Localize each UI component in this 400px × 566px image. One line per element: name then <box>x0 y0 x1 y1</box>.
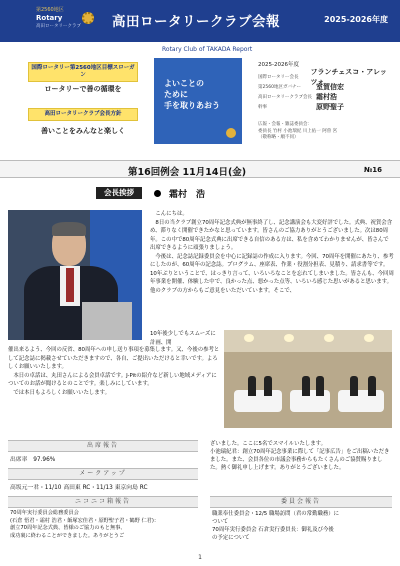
page-number: 1 <box>198 554 202 561</box>
attendance-rate: 出席率 97.96% <box>10 457 56 463</box>
nikoniko-line: ざいました。ここに5名でスマイルいたします。 <box>210 441 326 447</box>
bullet-icon <box>154 190 161 197</box>
district-small-label: 第2560地区 <box>36 7 64 13</box>
makeup-text: 高坂元一君・11/10 高田東 RC・11/13 東京向島 RC <box>10 485 148 491</box>
officer-name: フランチェスコ・アレッツォ <box>310 68 387 86</box>
intl-slogan-label: 国際ロータリー第2560地区目標スローガン <box>28 62 138 82</box>
greeting-paragraph: 8日の当クラブ創立70周年記念式典が無事終了し、記念講演会も大変好評でした。式典、祝賀会含め、滞りなく開催できたかなと思っています。皆さんのご協力ありがとうございました。次は80周年。この中で80周年記念式典に出席できる自信のある方は、私を含めてわかりませんが、皆さんで出席できるように頑張りましょう。 <box>150 219 393 251</box>
cover-line: 手を取りあおう <box>164 101 220 110</box>
officer-row <box>258 92 392 102</box>
makeup-heading: メークアップ <box>8 468 198 480</box>
greeting-body <box>150 210 394 295</box>
nikoniko-line: (石倉 悟君・霜村 浩君・飯塚宏佳君・原野聖子君・鶴野 仁君)： <box>10 517 160 524</box>
committee-line: ついて <box>212 519 229 525</box>
committee-heading: 委員会報告 <box>210 496 392 508</box>
officers-list <box>258 60 392 112</box>
officers-title: 2025-2026年度 <box>258 62 299 68</box>
nikoniko-text <box>10 510 206 540</box>
pr-line: （敬称略・順不同） <box>258 135 299 140</box>
officer-role: 第2560地区ガバナー <box>258 85 301 90</box>
officer-role: 幹事 <box>258 105 267 110</box>
pr-committee-credits <box>258 122 392 142</box>
pr-line: 委員長 竹村 小池瑞紀 川上佑一 阿曽 宮 <box>258 128 338 134</box>
greeting-paragraph: では本日もよろしくお願いいたします。 <box>13 389 110 396</box>
rotary-wordmark: Rotary <box>36 14 63 22</box>
president-photo <box>8 210 142 340</box>
issue-number: №16 <box>363 166 382 174</box>
greeting-paragraph: 今後は、記念誌記録委員会を中心に記録誌の作成に入ります。今回、70周年を開催にあたり、参考にしたのが、60周年の記念誌。プログラム、座席表、作業・役割分担表、見積り、請求書等です。10年ぶりということで、はっきり言って、いろいろなことを忘れてしまいました。皆さんも、今回周年事業を開催、体験した中で、良かった点、悪かった点等、いろいろ感じた思いがあると思います。他のクラブの方からもご意見をいただいています。そこで、 <box>150 253 394 294</box>
greeting-paragraph: 催出来るよう、今回の反省、80周年への申し送り事項を募集します。又、今後の参考として記念誌に掲載させていただきますので、各自、ご提出いただけると幸いです。よろしくお願いいたします。 <box>8 347 220 370</box>
officer-name: 室賀信宏 <box>316 83 344 91</box>
greeting-heading <box>96 186 205 200</box>
attendance-heading: 出席報告 <box>8 440 198 452</box>
ceremony-photo <box>224 330 392 428</box>
fiscal-year: 2025-2026年度 <box>324 15 388 24</box>
rotary-wheel-icon <box>226 128 236 138</box>
greeting-side-text: 10年後少しでもスムーズに計画、開 <box>150 331 216 346</box>
club-policy-label: 高田ロータリークラブ会長方針 <box>28 108 138 121</box>
president-name: 霜村 浩 <box>169 189 206 200</box>
nikoniko-line: 成功裏に終わることができました。ありがとうご <box>10 532 125 539</box>
greeting-label: 会長挨拶 <box>96 187 142 199</box>
committee-line: の予定について <box>212 535 250 541</box>
cover-line: よいことの <box>164 79 204 88</box>
officer-role: 高田ロータリークラブ会長 <box>258 95 312 100</box>
committee-line: 職業奉仕委員会・12/5 職場訪問（君の常勤職務）に <box>212 511 340 517</box>
greeting-closing <box>8 346 220 397</box>
greeting-paragraph: こんにちは。 <box>155 211 188 217</box>
nikoniko-heading: ニコニコ箱報告 <box>8 496 198 508</box>
nikoniko-line: 70周年実行委員会総務委員会 <box>10 510 79 516</box>
nikoniko-line: 小池瑞紀君：創立70周年記念事業に際して「記事広告」をご出稿いただきました。また、会員各位の市議会事務からもたくさんのご協賛賜りました。熱く御礼申し上げます。ありがとうございました。 <box>210 449 390 471</box>
newsletter-title: 高田ロータリークラブ会報 <box>112 14 280 30</box>
intl-slogan: ロータリーで善の循環を <box>44 85 122 93</box>
greeting-paragraph: 本日の卓話は、丸田さんによる会員卓話です。J-Pitの紹介など新しい地域メディアについてのお話が聞けるとのことです。楽しみにしています。 <box>8 372 217 387</box>
nikoniko-line: 創立70周年記念式典、皆様のご協力のもと無事、 <box>10 525 126 532</box>
newsletter-subtitle: Rotary Club of TAKADA Report <box>162 46 253 53</box>
pr-line: 広報・会報・雑誌委員会： <box>258 122 312 127</box>
rotary-wheel-icon <box>82 12 94 24</box>
committee-line: 70周年実行委員会 石倉実行委員長：御礼及び今後 <box>212 527 334 533</box>
officer-row <box>258 102 392 112</box>
cover-line: ために <box>164 90 188 99</box>
header-bar <box>0 0 400 42</box>
meeting-title: 第16回例会 11月14日(金) <box>128 167 247 178</box>
club-policy: 善いことをみんなと楽しく <box>41 127 125 135</box>
nikoniko-continued <box>210 440 392 472</box>
officer-name: 霜村浩 <box>316 93 337 101</box>
officer-row <box>258 68 392 86</box>
club-small-label: 高田ロータリークラブ <box>36 24 81 29</box>
committee-text <box>212 510 394 542</box>
theme-cover-image <box>154 58 242 144</box>
officer-role: 国際ロータリー会長 <box>258 75 299 80</box>
officer-name: 原野聖子 <box>316 103 344 111</box>
meeting-bar <box>0 160 400 178</box>
